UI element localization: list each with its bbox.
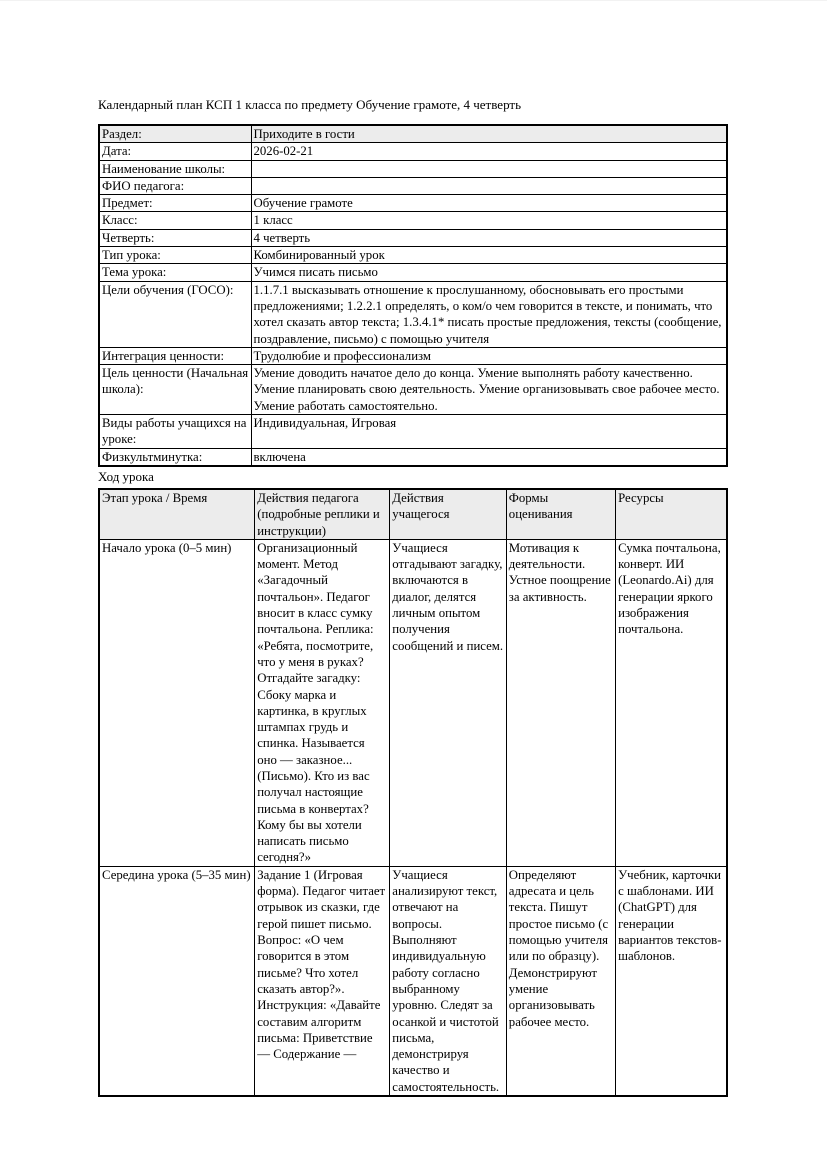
resources-cell: Учебник, карточки с шаблонами. ИИ (ChatGPT) для генерации вариантов текстов-шаблонов. [616,866,727,1096]
meta-value: Комбинированный урок [251,247,727,264]
column-header-student-actions: Действия учащегося [390,489,507,539]
meta-label: Тип урока: [99,247,251,264]
table-row [99,195,727,212]
table-row [99,347,727,364]
meta-label: Дата: [99,143,251,160]
column-header-teacher-actions: Действия педагога (подробные реплики и инструкции) [255,489,390,539]
section-heading-course-of-lesson: Ход урока [98,468,154,484]
column-header-resources: Ресурсы [616,489,727,539]
table-row [99,247,727,264]
meta-label: Виды работы учащихся на уроке: [99,415,251,449]
table-row [99,212,727,229]
table-row [99,264,727,281]
meta-value: 2026-02-21 [251,143,727,160]
lesson-flow-table [98,488,728,1097]
table-header-row [99,489,727,539]
meta-value: Приходите в гости [251,125,727,143]
meta-value: 4 четверть [251,229,727,246]
lesson-meta-table [98,124,728,467]
meta-value [251,177,727,194]
resources-cell: Сумка почтальона, конверт. ИИ (Leonardo.Ai) для генерации яркого изображения почтальона. [616,539,727,866]
stage-cell: Начало урока (0–5 мин) [99,539,255,866]
table-row [99,229,727,246]
table-row [99,448,727,466]
meta-label: ФИО педагога: [99,177,251,194]
table-row [99,125,727,143]
teacher-actions-cell: Организационный момент. Метод «Загадочный почтальон». Педагог вносит в класс сумку почтальона. Реплика: «Ребята, посмотрите, что у меня в руках? Отгадайте загадку: Сбоку марка и картинка, в круглых штампах грудь и спинка. Называется оно — заказное... (Письмо). Кто из вас получал настоящие письма в конвертах? Кому бы вы хотели написать письмо сегодня?» [255,539,390,866]
meta-label: Физкультминутка: [99,448,251,466]
meta-value: включена [251,448,727,466]
meta-label: Предмет: [99,195,251,212]
meta-label: Интеграция ценности: [99,347,251,364]
stage-cell: Середина урока (5–35 мин) [99,866,255,1096]
assessment-cell: Мотивация к деятельности. Устное поощрение за активность. [506,539,615,866]
meta-value: Учимся писать письмо [251,264,727,281]
meta-label: Цели обучения (ГОСО): [99,281,251,347]
table-row [99,143,727,160]
table-row [99,365,727,415]
meta-value: 1.1.7.1 высказывать отношение к прослушанному, обосновывать его простыми предложениями; 1.2.2.1 определять, о ком/о чем говорится в тексте, и понимать, что хотел сказать автор текста; 1.3.4.1* писать простые предложения, тексты (сообщение, поздравление, письмо) с помощью учителя [251,281,727,347]
meta-value [251,160,727,177]
table-row [99,281,727,347]
meta-label: Наименование школы: [99,160,251,177]
meta-label: Четверть: [99,229,251,246]
table-row-lesson-middle [99,866,727,1096]
student-actions-cell: Учащиеся анализируют текст, отвечают на вопросы. Выполняют индивидуальную работу согласно выбранному уровню. Следят за осанкой и чистотой письма, демонстрируя качество и самостоятельность. [390,866,507,1096]
meta-value: 1 класс [251,212,727,229]
page-title: Календарный план КСП 1 класса по предмету Обучение грамоте, 4 четверть [98,97,522,112]
table-row [99,415,727,449]
table-row [99,177,727,194]
teacher-actions-cell: Задание 1 (Игровая форма). Педагог читает отрывок из сказки, где герой пишет письмо. Вопрос: «О чем говорится в этом письме? Что хотел сказать автор?». Инструкция: «Давайте составим алгоритм письма: Приветствие — Содержание — [255,866,390,1096]
assessment-cell: Определяют адресата и цель текста. Пишут простое письмо (с помощью учителя или по образцу). Демонстрируют умение организовывать рабочее место. [506,866,615,1096]
meta-value: Умение доводить начатое дело до конца. Умение выполнять работу качественно. Умение планировать свою деятельность. Умение организовывать свое рабочее место. Умение работать самостоятельно. [251,365,727,415]
meta-value: Индивидуальная, Игровая [251,415,727,449]
student-actions-cell: Учащиеся отгадывают загадку, включаются в диалог, делятся личным опытом получения сообщений и писем. [390,539,507,866]
table-row-lesson-start [99,539,727,866]
meta-label: Цель ценности (Начальная школа): [99,365,251,415]
table-row [99,160,727,177]
meta-value: Трудолюбие и профессионализм [251,347,727,364]
column-header-stage: Этап урока / Время [99,489,255,539]
meta-label: Тема урока: [99,264,251,281]
lesson-plan-page [98,97,728,1097]
meta-value: Обучение грамоте [251,195,727,212]
meta-label: Класс: [99,212,251,229]
meta-label: Раздел: [99,125,251,143]
column-header-assessment: Формы оценивания [506,489,615,539]
